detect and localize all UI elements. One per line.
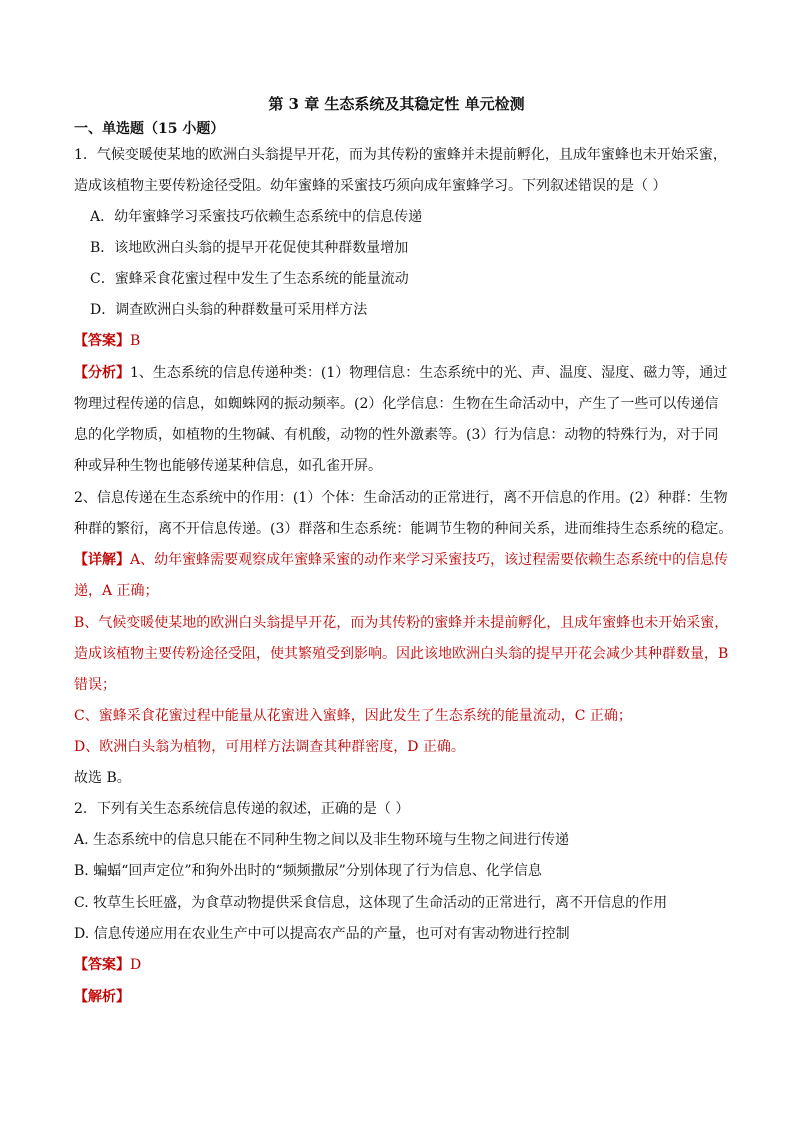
answer-value: B bbox=[130, 333, 141, 349]
q1-detail-line-6: C、蜜蜂采食花蜜过程中能量从花蜜进入蜜蜂，因此发生了生态系统的能量流动，C 正确； bbox=[74, 708, 632, 724]
q1-analysis-line-1 bbox=[74, 364, 727, 382]
q1-analysis-line-6: 种群的繁衍，离不开信息传递。(3）群落和生态系统：能调节生物的种间关系，进而维持生态系统的稳定。 bbox=[74, 521, 733, 537]
analysis-tag: 【分析】 bbox=[74, 365, 130, 381]
q2-answer bbox=[74, 956, 141, 974]
explain-tag: 【解析】 bbox=[74, 989, 130, 1005]
answer-value: D bbox=[130, 957, 142, 973]
q1-option-a: A．幼年蜜蜂学习采蜜技巧依赖生态系统中的信息传递 bbox=[90, 209, 423, 225]
q1-analysis-line-4: 种或异种生物也能够传递某种信息，如孔雀开屏。 bbox=[74, 458, 382, 474]
q1-conclusion: 故选 B。 bbox=[74, 770, 131, 786]
q2-option-d: D. 信息传递应用在农业生产中可以提高农产品的产量，也可对有害动物进行控制 bbox=[74, 926, 570, 942]
q1-stem-line-2: 造成该植物主要传粉途径受阻。幼年蜜蜂的采蜜技巧须向成年蜜蜂学习。下列叙述错误的是（ ） bbox=[74, 178, 667, 194]
analysis-text: 1、生态系统的信息传递种类：(1）物理信息：生态系统中的光、声、温度、湿度、磁力等，通过 bbox=[130, 365, 728, 381]
q1-detail-line-3: B、气候变暖使某地的欧洲白头翁提早开花，而为其传粉的蜜蜂并未提前孵化，且成年蜜蜂也未开始采蜜， bbox=[74, 615, 729, 631]
q1-detail-line-4: 造成该植物主要传粉途径受阻，使其繁殖受到影响。因此该地欧洲白头翁的提早开花会减少其种群数量，B bbox=[74, 646, 729, 662]
q2-explain bbox=[74, 988, 130, 1006]
q1-stem-line-1: 1．气候变暖使某地的欧洲白头翁提早开花，而为其传粉的蜜蜂并未提前孵化，且成年蜜蜂也未开始采蜜， bbox=[74, 147, 727, 163]
page-title: 第 3 章 生态系统及其稳定性 单元检测 bbox=[268, 95, 525, 113]
answer-tag: 【答案】 bbox=[74, 957, 130, 973]
q2-option-b: B. 蝙蝠“回声定位”和狗外出时的“频频撒尿”分别体现了行为信息、化学信息 bbox=[74, 863, 542, 879]
detail-tag: 【详解】 bbox=[74, 552, 130, 568]
q1-option-d: D．调查欧洲白头翁的种群数量可采用样方法 bbox=[90, 302, 368, 318]
q1-option-c: C．蜜蜂采食花蜜过程中发生了生态系统的能量流动 bbox=[90, 271, 409, 287]
q1-option-b: B．该地欧洲白头翁的提早开花促使其种群数量增加 bbox=[90, 240, 409, 256]
q2-option-c: C. 牧草生长旺盛，为食草动物提供采食信息，这体现了生命活动的正常进行，离不开信息的作用 bbox=[74, 895, 668, 911]
q1-detail-line-2: 递，A 正确； bbox=[74, 583, 159, 599]
q1-detail-line-7: D、欧洲白头翁为植物，可用样方法调查其种群密度，D 正确。 bbox=[74, 739, 465, 755]
q1-analysis-line-2: 物理过程传递的信息，如蜘蛛网的振动频率。(2）化学信息：生物在生命活动中，产生了一些可以传递信 bbox=[74, 396, 719, 412]
q2-stem: 2．下列有关生态系统信息传递的叙述，正确的是（ ） bbox=[74, 801, 410, 817]
detail-text: A、幼年蜜蜂需要观察成年蜜蜂采蜜的动作来学习采蜜技巧，该过程需要依赖生态系统中的信息传 bbox=[130, 552, 729, 568]
answer-tag: 【答案】 bbox=[74, 333, 130, 349]
q1-analysis-line-3: 息的化学物质，如植物的生物碱、有机酸，动物的性外激素等。(3）行为信息：动物的特殊行为，对于同 bbox=[74, 427, 719, 443]
q1-answer bbox=[74, 332, 140, 350]
q2-option-a: A. 生态系统中的信息只能在不同种生物之间以及非生物环境与生物之间进行传递 bbox=[74, 832, 570, 848]
q1-detail-line-5: 错误； bbox=[74, 677, 116, 693]
section-heading: 一、单选题（15 小题） bbox=[74, 121, 225, 137]
q1-analysis-line-5: 2、信息传递在生态系统中的作用：(1）个体：生命活动的正常进行，离不开信息的作用。(2）种群：生物 bbox=[74, 490, 728, 506]
q1-detail-line-1 bbox=[74, 551, 728, 569]
